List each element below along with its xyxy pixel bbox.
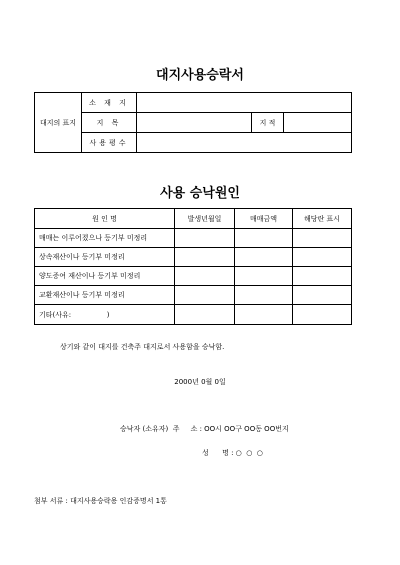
reason-cell: 상속재산이나 등기부 미정리 bbox=[35, 248, 175, 267]
price-cell[interactable] bbox=[235, 267, 293, 286]
table-row bbox=[35, 305, 352, 325]
price-cell[interactable] bbox=[235, 305, 293, 325]
consenter-name: 성 명 : ○ ○ ○ bbox=[202, 449, 263, 457]
location-value[interactable] bbox=[137, 93, 352, 113]
header-mark: 해당란 표시 bbox=[293, 209, 352, 229]
section-title: 사용 승낙원인 bbox=[160, 186, 240, 201]
reason-cell: 양도증여 재산이나 등기부 미정리 bbox=[35, 267, 175, 286]
area-label: 지 적 bbox=[252, 113, 284, 133]
header-price: 매매금액 bbox=[235, 209, 293, 229]
attachment-note: 첨부 서류 : 대지사용승락용 인감증명서 1통 bbox=[34, 497, 167, 505]
location-label: 소 재 지 bbox=[82, 93, 137, 113]
date-cell[interactable] bbox=[175, 248, 235, 267]
date-cell[interactable] bbox=[175, 286, 235, 305]
mark-cell[interactable] bbox=[293, 248, 352, 267]
price-cell[interactable] bbox=[235, 286, 293, 305]
table-row bbox=[35, 229, 352, 248]
mark-cell[interactable] bbox=[293, 267, 352, 286]
land-category-value[interactable] bbox=[137, 113, 252, 133]
table-row bbox=[35, 248, 352, 267]
consent-statement: 상기와 같이 대지를 건축주 대지로서 사용함을 승낙함. bbox=[60, 343, 225, 351]
land-info-table bbox=[34, 92, 352, 153]
reason-cell: 매매는 이루어졌으나 등기부 미정리 bbox=[35, 229, 175, 248]
document-title: 대지사용승락서 bbox=[156, 68, 244, 83]
area-value[interactable] bbox=[284, 113, 352, 133]
header-reason: 원 인 명 bbox=[35, 209, 175, 229]
date-cell[interactable] bbox=[175, 229, 235, 248]
land-category-label: 지 목 bbox=[82, 113, 137, 133]
mark-cell[interactable] bbox=[293, 286, 352, 305]
date-cell[interactable] bbox=[175, 305, 235, 325]
usage-area-label: 사용평수 bbox=[82, 133, 137, 153]
price-cell[interactable] bbox=[235, 248, 293, 267]
usage-area-value[interactable] bbox=[137, 133, 352, 153]
date-cell[interactable] bbox=[175, 267, 235, 286]
header-date: 발생년월일 bbox=[175, 209, 235, 229]
reason-table bbox=[34, 208, 352, 325]
land-group-label: 대지의 표지 bbox=[35, 93, 82, 153]
reason-cell: 기타(사유: ) bbox=[35, 305, 175, 325]
mark-cell[interactable] bbox=[293, 229, 352, 248]
mark-cell[interactable] bbox=[293, 305, 352, 325]
table-row bbox=[35, 267, 352, 286]
reason-cell: 교환재산이나 등기부 미정리 bbox=[35, 286, 175, 305]
consenter-address: 승낙자 (소유자) 주 소 : OO시 OO구 OO동 OO번지 bbox=[120, 425, 289, 433]
document-date: 2000년 0월 0일 bbox=[174, 378, 226, 386]
table-row bbox=[35, 286, 352, 305]
price-cell[interactable] bbox=[235, 229, 293, 248]
